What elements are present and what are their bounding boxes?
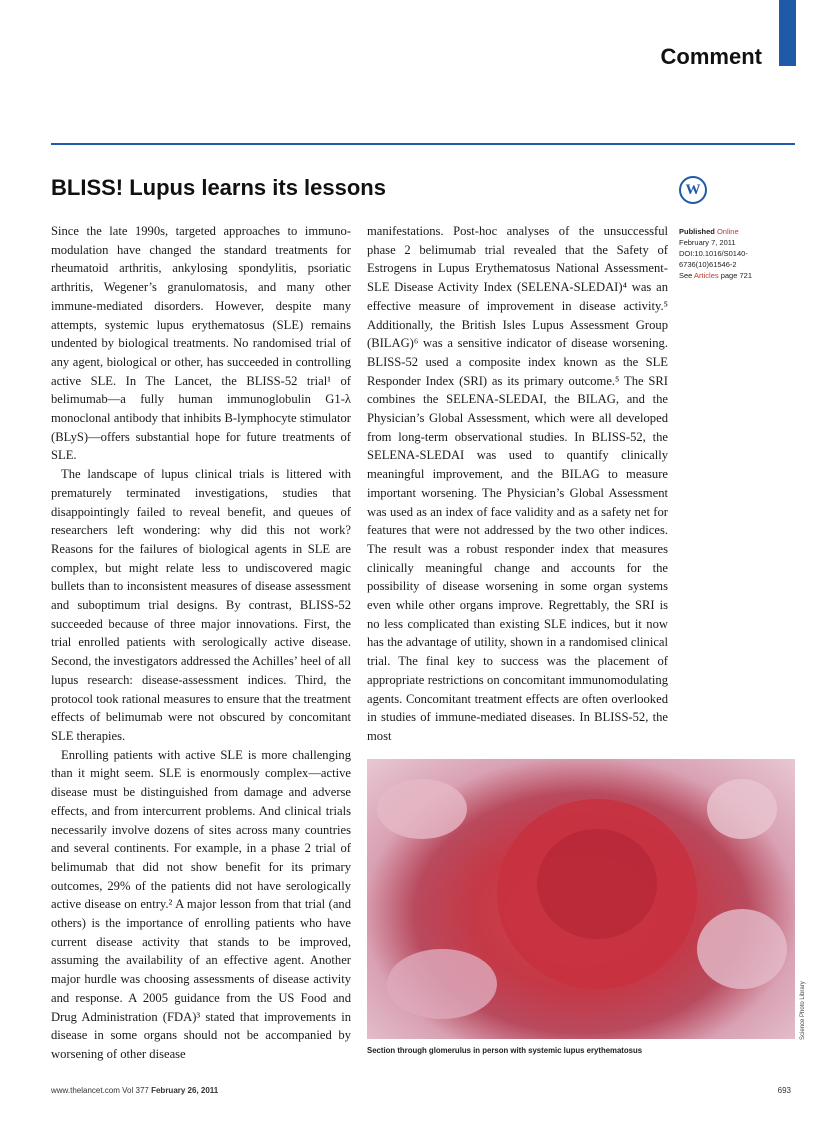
see-articles-line — [679, 270, 791, 281]
section-color-bar — [779, 0, 796, 66]
volume: Vol 377 — [122, 1086, 149, 1095]
paragraph: Since the late 1990s, targeted approaches to immuno-modulation have changed the standard treatments for rheumatoid arthritis, ankylosing spondylitis, psoriatic arthritis, Wegener’s granulomatosis, and many other immune-mediated disorders. However, despite many attempts, systemic lupus erythematosus (SLE) remains undented by biological treatments. No randomised trial of any agent, biological or other, has succeeded in controlling active SLE. In The Lancet, the BLISS-52 trial¹ of belimumab—a fully human immunoglobulin G1-λ monoclonal antibody that inhibits B-lymphocyte stimulator (BLyS)—offers substantial hope for future treatments of SLE. — [51, 224, 351, 463]
paragraph: manifestations. Post-hoc analyses of the unsuccessful phase 2 belimumab trial revealed that the Safety of Estrogens in Lupus Erythematosus National Assessment-SLE Disease Activity Index (SELENA-SLEDAI)⁴ was an effective measure of improvement in disease activity.⁵ Additionally, the British Isles Lupus Assessment Group (BILAG)⁶ was a sensitive indicator of disease worsening. BLISS-52 used a composite index known as the SLE Responder Index (SRI) as its primary outcome.⁵ The SRI combines the SELENA-SLEDAI, the BILAG, and the Physician’s Global Assessment, which were all developed from long-term observational studies. In BLISS-52, the SELENA-SLEDAI was used to quantify clinically meaningful improvement, and the BILAG to measure important worsening. The Physician’s Global Assessment was used as an index of face validity and as a safety net for features that were not addressed by the two other indices. The result was a robust responder index that measures clinically meaningful change and accounts for the possibility of disease worsening in some organ systems even while other organs improve. Regrettably, the SRI is no less complicated than existing SLE indices, but it now has the advantage of utility, shown in a randomised clinical trial. The final key to success was the placement of appropriate restrictions on concomitant immunomodulating agents. Concomitant treatment effects are often overlooked in studies of immune-mediated diseases. In BLISS-52, the most — [367, 224, 668, 743]
publication-sidebar — [679, 226, 791, 281]
online-first-icon[interactable]: W — [679, 176, 707, 204]
paragraph: Enrolling patients with active SLE is more challenging than it might seem. SLE is enormously complex—active disease must be distinguished from damage and adverse effects, and from intercurrent problems. And clinical trials necessarily involve dozens of sites across many countries and several continents. For example, in a phase 2 trial of belimumab that did not show benefit for its primary outcomes, 29% of the patients did not have serologically active disease on entry.² A major lesson from that trial (and others) is the importance of enrolling patients who have current disease activity that stands to be improved, assuming the availability of an effective agent. Another major hurdle was choosing assessments of disease activity and response. A 2005 guidance from the US Food and Drug Administration (FDA)³ stated that improvements in disease in some organs should not be accompanied by worsening of other disease — [51, 747, 351, 1061]
header-rule — [51, 143, 795, 145]
photo-credit: Science Photo Library — [800, 981, 806, 1040]
articles-link[interactable]: Articles — [694, 271, 719, 280]
issue-date: February 26, 2011 — [151, 1086, 219, 1095]
journal-url[interactable]: www.thelancet.com — [51, 1086, 120, 1095]
glomerulus-micrograph — [367, 759, 795, 1039]
section-label: Comment — [660, 44, 762, 69]
published-online-line — [679, 226, 791, 237]
doi[interactable]: DOI:10.1016/S0140-6736(10)61546-2 — [679, 249, 748, 269]
page-ref: page 721 — [720, 271, 753, 280]
see-label: See — [679, 271, 693, 280]
paragraph: The landscape of lupus clinical trials is littered with prematurely terminated investigations, studies that disappointingly failed to reveal benefit, and queues of researchers left wondering: why did this not work? Reasons for the failures of biological agents in SLE are complex, but might relate less to undiscovered magic bullets than to inconsistent measures of disease assessment and suboptimum trial designs. By contrast, BLISS-52 succeeded because of three major innovations. First, the trial enrolled patients with serologically active disease. Second, the investigators addressed the Achilles’ heel of all lupus research: disease-assessment indices. Third, the protocol took rational measures to ensure that the treatment effects of belimumab were not obscured by concomitant SLE therapies. — [51, 467, 351, 743]
figure-caption: Section through glomerulus in person with systemic lupus erythematosus — [367, 1046, 643, 1055]
published-date: February 7, 2011 — [679, 238, 736, 247]
article-column-2 — [367, 222, 668, 744]
published-label: Published — [679, 227, 715, 236]
footer-citation — [51, 1086, 218, 1095]
article-column-1 — [51, 222, 351, 1062]
page-number: 693 — [777, 1086, 791, 1095]
online-link[interactable]: Online — [716, 227, 739, 236]
article-title: BLISS! Lupus learns its lessons — [51, 175, 386, 200]
